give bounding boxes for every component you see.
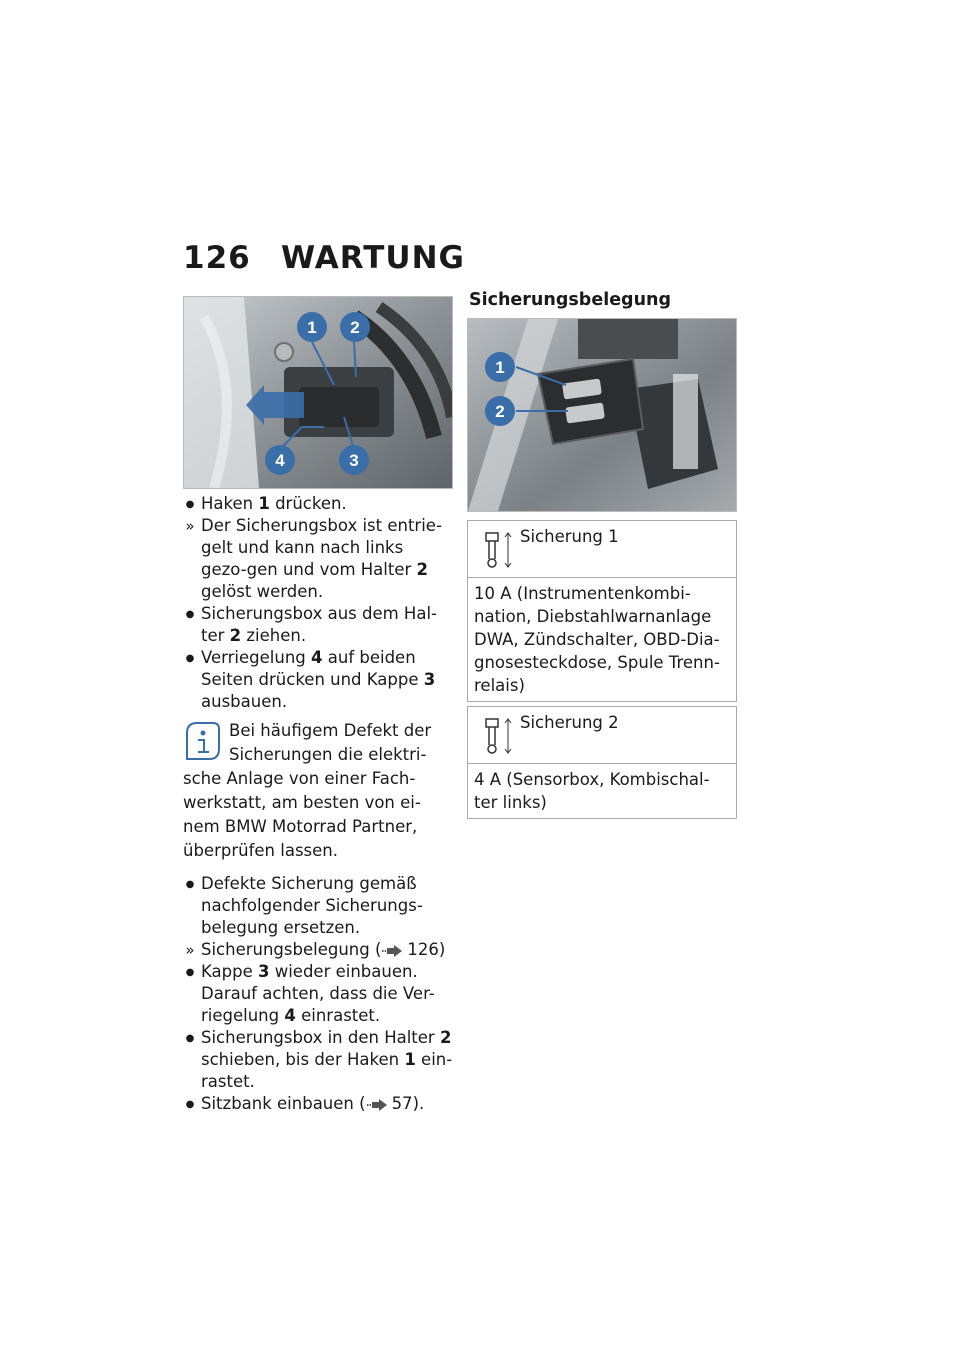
callout-2-label: 2 <box>350 318 360 337</box>
page-reference-arrow-icon <box>366 1099 388 1111</box>
callout-reference: 3 <box>423 670 436 689</box>
step-text: ). <box>412 1094 425 1113</box>
page-reference-number: 126 <box>407 940 439 959</box>
callout-reference: 4 <box>311 648 323 667</box>
page-reference-link[interactable] <box>366 1094 413 1113</box>
bullet-icon <box>183 1093 197 1118</box>
fuse-icon <box>482 529 518 571</box>
info-note <box>183 719 453 863</box>
step-text: ziehen. <box>241 626 307 645</box>
step-text: einrastet. <box>295 1006 381 1025</box>
fuse-box-removal-illustration <box>184 297 452 488</box>
page-reference-link[interactable] <box>381 940 439 959</box>
instruction-step <box>183 493 453 515</box>
instruction-step <box>183 603 453 647</box>
removal-steps <box>183 493 453 713</box>
step-text: Der Sicherungsbox ist entrie-gelt und kann nach links gezo-gen und vom Halter <box>201 516 442 579</box>
instruction-step <box>183 1093 453 1115</box>
bullet-icon <box>183 873 197 898</box>
step-text: Sicherungsbox aus dem Hal-ter <box>201 604 437 645</box>
replacement-steps <box>183 873 453 1115</box>
callout-reference: 2 <box>416 560 429 579</box>
step-text: ) <box>438 940 446 959</box>
step-text: Sicherungsbox in den Halter <box>201 1028 440 1047</box>
step-text: wieder einbauen. Darauf achten, dass die Ver-riegelung <box>201 962 435 1025</box>
fuse-section-title: Sicherungsbelegung <box>469 290 672 310</box>
fuse-2-description: 4 A (Sensorbox, Kombischal-ter links) <box>474 770 710 812</box>
fuse-1-label: Sicherung 1 <box>520 527 619 546</box>
page-reference-number: 57 <box>391 1094 413 1113</box>
step-text: Haken <box>201 494 259 513</box>
callout-4-label: 4 <box>275 451 285 470</box>
page-number: 126 <box>183 240 251 276</box>
callout-reference: 1 <box>258 494 270 513</box>
result-step <box>183 515 453 603</box>
instruction-step <box>183 873 453 939</box>
fuse-1-table <box>467 520 737 702</box>
chapter-title: WARTUNG <box>281 240 465 276</box>
step-text: ein-rastet. <box>201 1050 453 1091</box>
step-text: Kappe <box>201 962 258 981</box>
result-arrow-icon <box>183 939 197 961</box>
step-text: schieben, bis der Haken <box>201 1050 405 1069</box>
fuse-2-table <box>467 706 737 819</box>
step-text: ausbauen. <box>201 692 288 711</box>
callout-3-label: 3 <box>349 451 359 470</box>
fuse-callout-1-label: 1 <box>495 358 505 377</box>
fuse-box-removal-photo <box>183 296 453 489</box>
result-step <box>183 939 453 961</box>
bullet-icon <box>183 603 197 628</box>
callout-reference: 2 <box>229 626 242 645</box>
bullet-icon <box>183 647 197 672</box>
instruction-step <box>183 647 453 713</box>
bullet-icon <box>183 1027 197 1052</box>
step-text: Defekte Sicherung gemäß nachfolgender Sicherungs-belegung ersetzen. <box>201 874 423 937</box>
page-reference-arrow-icon <box>381 945 403 957</box>
callout-reference: 4 <box>284 1006 296 1025</box>
info-icon <box>183 719 223 765</box>
fuse-callout-2-label: 2 <box>495 402 505 421</box>
info-note-text: Bei häufigem Defekt der Sicherungen die elektri-sche Anlage von einer Fach-werkstatt, am besten von ei-nem BMW Motorrad Partner, überprüfen lassen. <box>183 721 432 860</box>
callout-reference: 2 <box>439 1028 452 1047</box>
step-text: drücken. <box>269 494 347 513</box>
right-column <box>467 290 739 819</box>
fuse-1-description: 10 A (Instrumentenkombi-nation, Diebstahlwarnanlage DWA, Zündschalter, OBD-Dia-gnosesteckdose, Spule Trenn-relais) <box>474 584 720 695</box>
fuse-assignment-illustration <box>468 319 736 511</box>
step-text: Sitzbank einbauen ( <box>201 1094 366 1113</box>
result-arrow-icon <box>183 515 197 537</box>
fuse-icon <box>482 715 518 757</box>
fuse-2-label: Sicherung 2 <box>520 713 619 732</box>
left-column <box>183 296 453 1115</box>
callout-reference: 1 <box>404 1050 416 1069</box>
instruction-step <box>183 1027 453 1093</box>
fuse-assignment-photo <box>467 318 737 512</box>
step-text: gelöst werden. <box>201 582 324 601</box>
step-text: auf beiden Seiten drücken und Kappe <box>201 648 424 689</box>
step-text: Verriegelung <box>201 648 312 667</box>
callout-1-label: 1 <box>307 318 317 337</box>
step-text: Sicherungsbelegung ( <box>201 940 382 959</box>
instruction-step <box>183 961 453 1027</box>
callout-reference: 3 <box>258 962 270 981</box>
page-header <box>183 240 465 276</box>
bullet-icon <box>183 961 197 986</box>
